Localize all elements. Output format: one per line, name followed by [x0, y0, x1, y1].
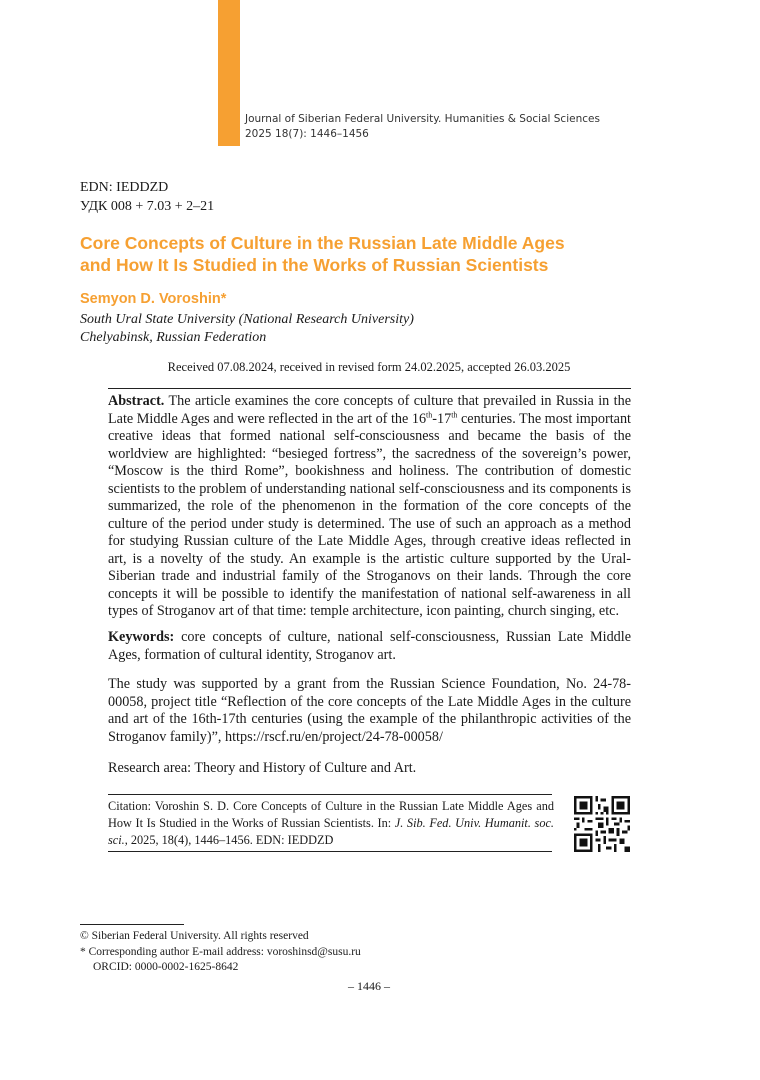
udk-code: УДК 008 + 7.03 + 2–21	[80, 199, 215, 214]
abstract-text-1: The article examines the core concepts of culture that prevailed in Russia in the Late Middle Ages and were reflected in the art of the 16	[108, 393, 631, 427]
page-number	[0, 979, 760, 994]
identifiers	[80, 178, 214, 216]
citation-text: Citation: Voroshin S. D. Core Concepts of Culture in the Russian Late Middle Ages and How It Is Studied in the Works of Russian Scientists. In:	[108, 799, 554, 830]
abstract-sup-2: th	[451, 409, 458, 419]
abstract-text-2: -17	[432, 410, 452, 427]
abstract-text-3: centuries. The most important creative ideas that formed national self-consciousness and became the basis of the worldview are highlighted: “besieged fortress”, the sacredness of the sovereign’s power, “Moscow is the third Rome”, bookishness and holiness. The contribution of domestic scientists to the problem of understanding national self-consciousness and its components is summarized, the role of the phenomenon in the formation of the core concepts of the culture of the period under study is determined. The use of such an approach as a method for studying Russian culture of the Late Middle Ages, through creative ideas reflected in art, is a novelty of the study. An example is the artistic culture supported by the Ural-Siberian trade and industrial family of the Stroganovs on their lands. Through the core concepts it will be possible to identify the manifestation of national self-awareness in all types of Stroganov art of that time: temple architecture, icon painting, church singing, etc.	[108, 410, 631, 619]
abstract	[108, 393, 631, 621]
footnotes	[80, 929, 361, 976]
article-title	[80, 232, 640, 276]
orcid-note: ORCID: 0000-0002-1625-8642	[93, 961, 239, 973]
journal-header	[245, 112, 600, 142]
affiliation-university: South Ural State University (National Research University)	[80, 312, 414, 327]
citation-tail: , 2025, 18(4), 1446–1456. EDN: IEDDZD	[124, 833, 334, 847]
page-number-text: – 1446 –	[348, 979, 390, 993]
keywords-text: core concepts of culture, national self-consciousness, Russian Late Middle Ages, formation of cultural identity, Stroganov art.	[108, 629, 631, 663]
qr-code-icon[interactable]	[574, 796, 630, 852]
research-area: Research area: Theory and History of Culture and Art.	[108, 760, 417, 776]
affiliation-city: Chelyabinsk, Russian Federation	[80, 330, 267, 345]
journal-issue: 2025 18(7): 1446–1456	[245, 128, 369, 140]
citation-bottom-rule	[108, 851, 552, 852]
affiliation	[80, 311, 414, 347]
keywords-label: Keywords:	[108, 629, 175, 645]
article-title-line-1: Core Concepts of Culture in the Russian Late Middle Ages	[80, 233, 565, 253]
journal-name: Journal of Siberian Federal University. Humanities & Social Sciences	[245, 113, 600, 125]
article-title-line-2: and How It Is Studied in the Works of Russian Scientists	[80, 255, 549, 275]
corresponding-author-note: * Corresponding author E-mail address: voroshinsd@susu.ru	[80, 945, 361, 958]
received-dates	[0, 360, 760, 375]
footnote-rule	[80, 924, 184, 925]
abstract-top-rule	[108, 388, 631, 389]
author-name: Semyon D. Voroshin*	[80, 291, 227, 307]
copyright-note: © Siberian Federal University. All rights reserved	[80, 930, 309, 942]
abstract-label: Abstract.	[108, 393, 165, 409]
citation-top-rule	[108, 794, 552, 795]
keywords	[108, 629, 631, 664]
received-text: Received 07.08.2024, received in revised form 24.02.2025, accepted 26.03.2025	[167, 360, 571, 374]
journal-accent-bar	[218, 0, 240, 146]
abstract-sup-1: th	[426, 409, 433, 419]
citation	[108, 798, 554, 849]
grant-statement: The study was supported by a grant from the Russian Science Foundation, No. 24-78-00058, project title “Reflection of the core concepts of the Late Middle Ages in the culture and art of the 16th-17th centuries (using the example of the philanthropic activities of the Stroganov family)”, https://rscf.ru/en/project/24-78-00058/	[108, 676, 631, 745]
citation-journal: J. Sib. Fed. Univ. Humanit. soc. sci.	[108, 816, 554, 847]
edn-code: EDN: IEDDZD	[80, 180, 169, 195]
